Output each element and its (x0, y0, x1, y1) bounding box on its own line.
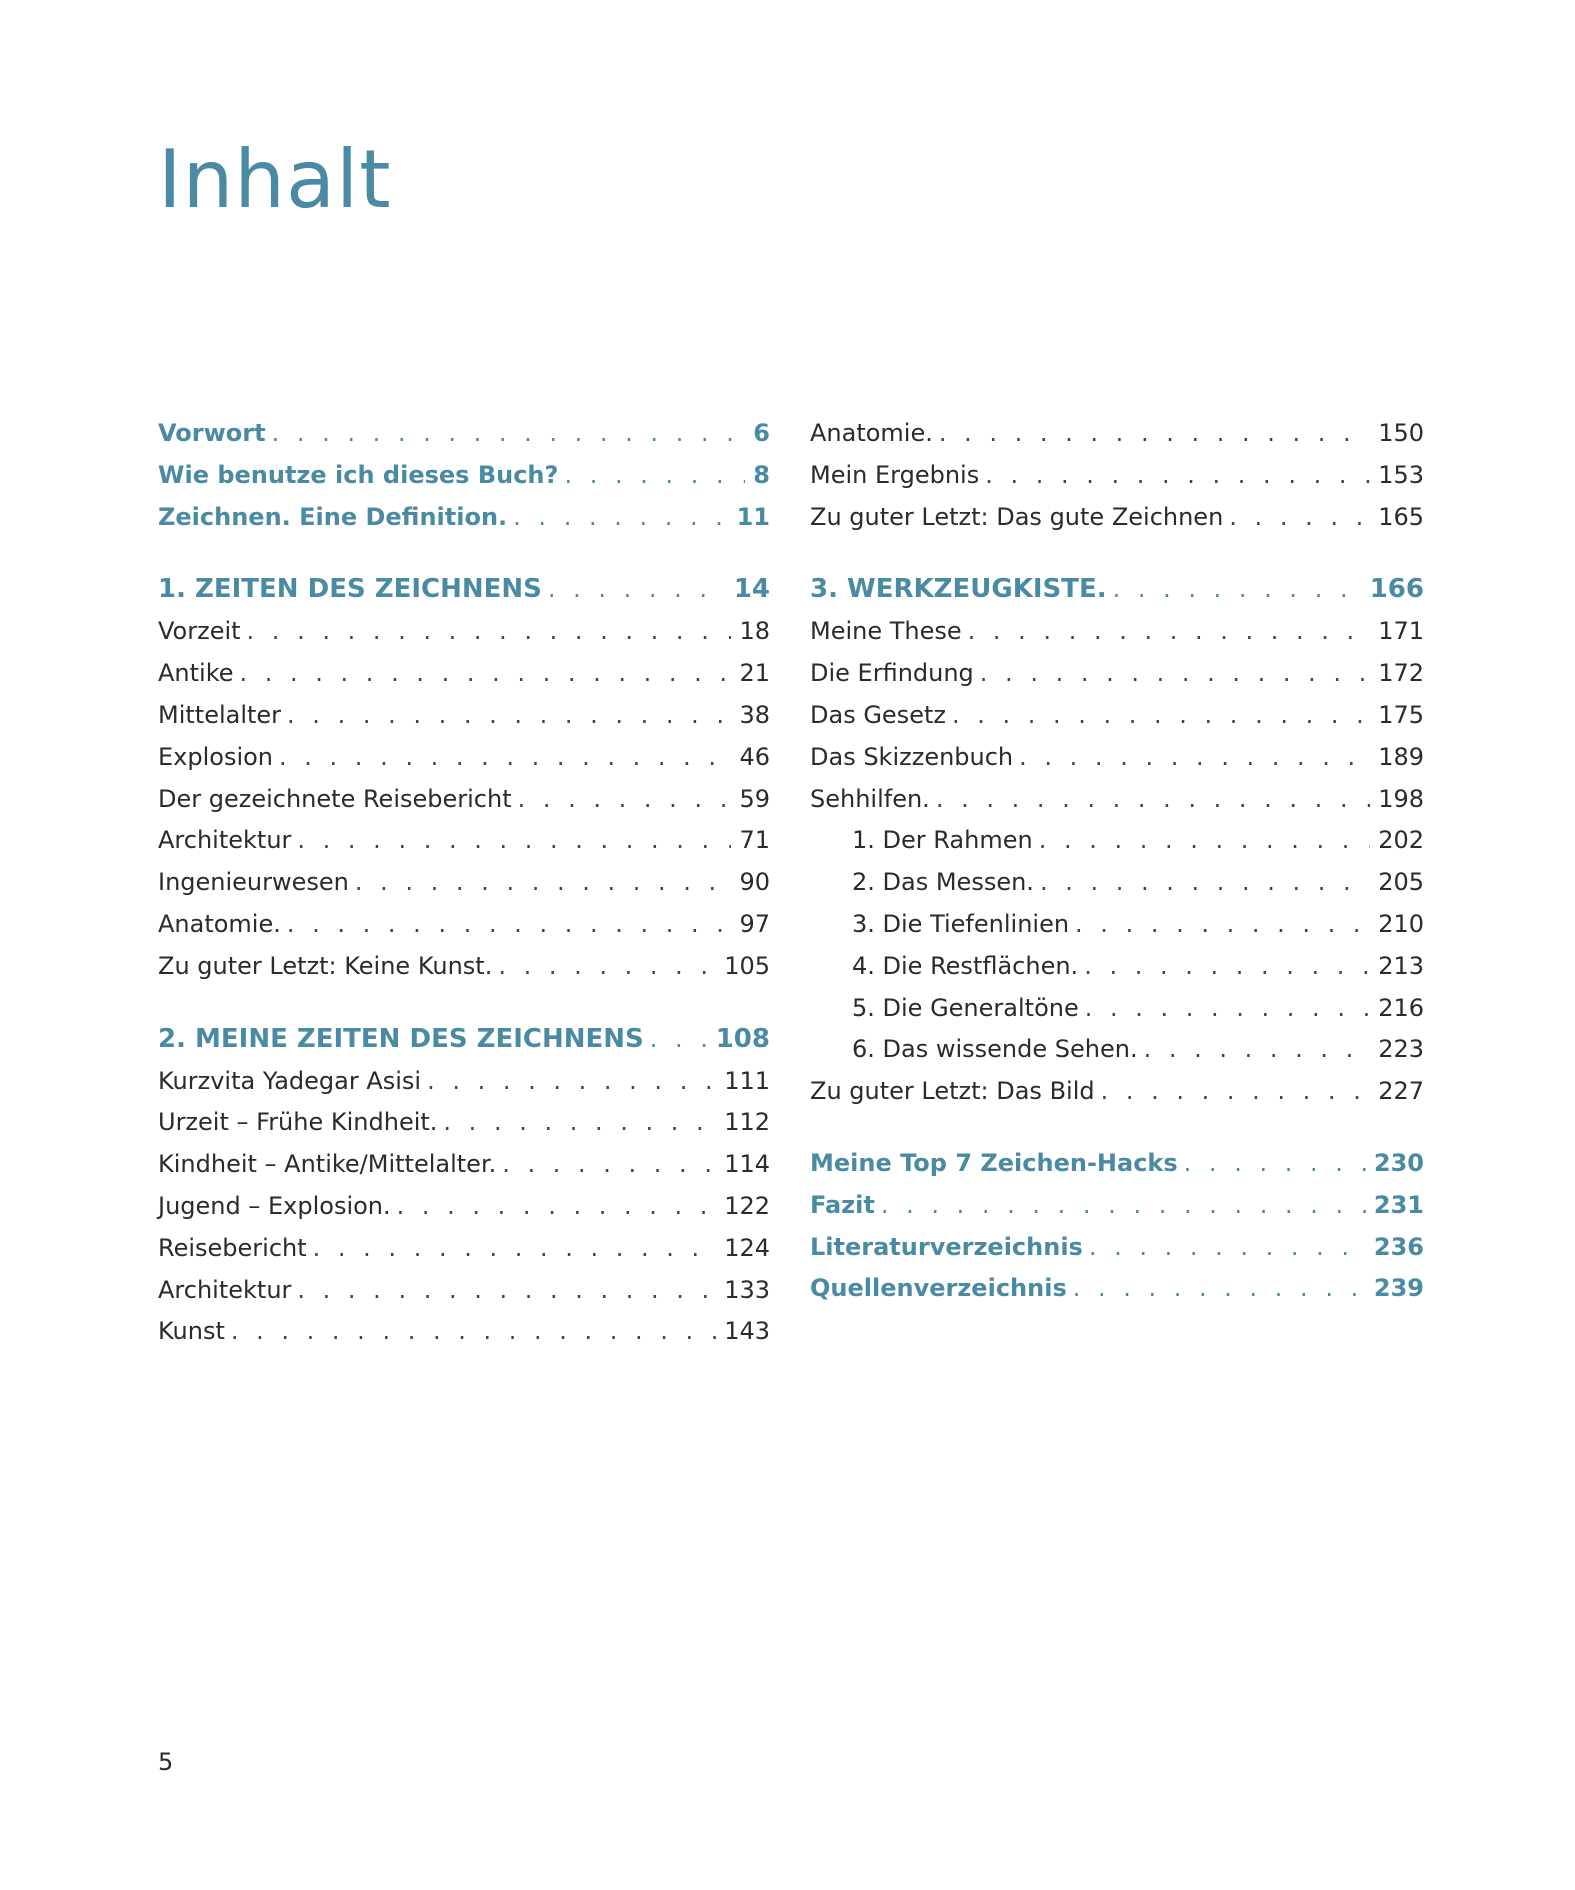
dot-leader (1039, 820, 1370, 862)
toc-entry-definition[interactable] (158, 497, 770, 539)
toc-entry-label: Architektur (158, 826, 292, 855)
toc-entry-page: 21 (739, 659, 770, 688)
toc-entry-page: 175 (1378, 700, 1424, 729)
dot-leader (1073, 1268, 1366, 1310)
toc-entry-page: 6 (753, 419, 770, 447)
dot-leader (1040, 862, 1370, 904)
dot-leader (427, 1061, 716, 1103)
dot-leader (1085, 988, 1370, 1030)
toc-entry[interactable] (158, 904, 770, 946)
toc-subentry-label: 4. Die Restflächen. (852, 951, 1079, 980)
toc-entry[interactable] (158, 820, 770, 862)
toc-group-continued (810, 413, 1424, 538)
toc-entry[interactable] (158, 779, 770, 821)
toc-entry[interactable] (158, 1144, 770, 1186)
toc-subentry-page: 202 (1378, 826, 1424, 855)
toc-entry-page: 165 (1378, 502, 1424, 531)
dot-leader (287, 904, 732, 946)
toc-group-chapter-2 (158, 1018, 770, 1354)
toc-entry-page: 90 (739, 868, 770, 897)
dot-leader (650, 1018, 708, 1061)
dot-leader (513, 497, 728, 539)
toc-entry-page: 143 (724, 1317, 770, 1346)
toc-subentry-page: 223 (1378, 1035, 1424, 1064)
toc-entry-page: 150 (1378, 419, 1424, 447)
toc-entry-label: Zu guter Letzt: Das Bild (810, 1077, 1095, 1106)
toc-subentry-label: 3. Die Tiefenlinien (852, 909, 1070, 938)
toc-subentry-page: 216 (1378, 993, 1424, 1022)
toc-subentry-label: 1. Der Rahmen (852, 826, 1033, 855)
toc-entry[interactable] (158, 1102, 770, 1144)
toc-subentry[interactable] (810, 862, 1424, 904)
toc-entry-label: Fazit (810, 1190, 875, 1219)
dot-leader (980, 653, 1370, 695)
dot-leader (287, 695, 731, 737)
toc-entry-page: 38 (739, 700, 770, 729)
toc-chapter-page: 166 (1369, 574, 1424, 605)
toc-entry-page: 231 (1373, 1190, 1424, 1219)
dot-leader (564, 455, 745, 497)
page-title: Inhalt (158, 133, 392, 226)
toc-entry-literaturverzeichnis[interactable] (810, 1227, 1424, 1269)
toc-right-column (810, 413, 1424, 1340)
toc-entry-page: 18 (739, 617, 770, 646)
toc-chapter-label: 1. ZEITEN DES ZEICHNENS (158, 574, 542, 605)
toc-entry-label: Das Gesetz (810, 700, 946, 729)
dot-leader (313, 1228, 717, 1270)
toc-entry-label: Anatomie. (810, 419, 933, 447)
dot-leader (279, 737, 731, 779)
toc-subentry-label: 5. Die Generaltöne (852, 993, 1079, 1022)
toc-entry-label: Architektur (158, 1275, 292, 1304)
toc-entry-label: Jugend – Explosion. (158, 1191, 391, 1220)
dot-leader (1113, 568, 1362, 611)
toc-chapter-label: 3. WERKZEUGKISTE. (810, 574, 1107, 605)
toc-entry[interactable] (158, 1270, 770, 1312)
toc-entry[interactable] (158, 946, 770, 988)
toc-entry-label: Die Erfindung (810, 659, 974, 688)
toc-subentry[interactable] (810, 1029, 1424, 1071)
toc-group-intro (158, 413, 770, 538)
toc-entry-label: Das Skizzenbuch (810, 742, 1014, 771)
toc-subentry[interactable] (810, 988, 1424, 1030)
dot-leader (968, 611, 1371, 653)
toc-group-chapter-3 (810, 568, 1424, 1113)
toc-entry-quellenverzeichnis[interactable] (810, 1268, 1424, 1310)
toc-entry-label: Meine Top 7 Zeichen-Hacks (810, 1148, 1178, 1177)
toc-entry[interactable] (810, 1071, 1424, 1113)
toc-entry-page: 8 (753, 460, 770, 489)
toc-entry-label: Quellenverzeichnis (810, 1274, 1067, 1303)
toc-entry-page: 189 (1378, 742, 1424, 771)
dot-leader (355, 862, 732, 904)
toc-entry-vorwort[interactable] (158, 413, 770, 455)
dot-leader (498, 946, 716, 988)
dot-leader (985, 455, 1370, 497)
dot-leader (1075, 904, 1370, 946)
toc-entry-label: Kurzvita Yadegar Asisi (158, 1066, 422, 1095)
toc-subentry[interactable] (810, 946, 1424, 988)
toc-entry-page: 11 (736, 502, 770, 531)
toc-chapter-label: 2. MEINE ZEITEN DES ZEICHNENS (158, 1023, 644, 1054)
toc-entry[interactable] (158, 737, 770, 779)
toc-entry-page: 172 (1378, 659, 1424, 688)
dot-leader (247, 611, 732, 653)
toc-subentry-page: 205 (1378, 868, 1424, 897)
toc-entry[interactable] (158, 611, 770, 653)
toc-entry-label: Reisebericht (158, 1233, 307, 1262)
toc-entry[interactable] (158, 695, 770, 737)
toc-entry[interactable] (810, 455, 1424, 497)
toc-entry-page: 122 (724, 1191, 770, 1220)
toc-entry-page: 46 (739, 742, 770, 771)
toc-entry-page: 171 (1378, 617, 1424, 646)
toc-entry-label: Vorwort (158, 419, 266, 447)
dot-leader (881, 1185, 1366, 1227)
toc-chapter-page: 14 (733, 574, 770, 605)
dot-leader (518, 779, 732, 821)
dot-leader (1229, 497, 1370, 539)
toc-entry[interactable] (158, 862, 770, 904)
toc-entry-label: Urzeit – Frühe Kindheit. (158, 1108, 438, 1137)
toc-entry-label: Wie benutze ich dieses Buch? (158, 460, 559, 489)
toc-entry-label: Der gezeichnete Reisebericht (158, 784, 512, 813)
toc-entry[interactable] (810, 737, 1424, 779)
toc-entry-page: 111 (724, 1066, 770, 1095)
toc-entry-label: Kunst (158, 1317, 225, 1346)
toc-entry[interactable] (810, 779, 1424, 821)
toc-entry[interactable] (158, 1186, 770, 1228)
toc-entry-page: 230 (1373, 1148, 1424, 1177)
dot-leader (443, 1102, 716, 1144)
toc-entry-page: 71 (739, 826, 770, 855)
toc-entry-label: Zu guter Letzt: Keine Kunst. (158, 951, 493, 980)
dot-leader (1089, 1227, 1366, 1269)
dot-leader (297, 1270, 716, 1312)
toc-entry-label: Anatomie. (158, 909, 281, 938)
toc-subentry-page: 213 (1378, 951, 1424, 980)
dot-leader (231, 1311, 716, 1353)
toc-entry-label: Mein Ergebnis (810, 460, 980, 489)
dot-leader (939, 413, 1370, 455)
dot-leader (502, 1144, 716, 1186)
page-number: 5 (158, 1748, 174, 1776)
toc-entry[interactable] (158, 653, 770, 695)
toc-entry-page: 114 (724, 1150, 770, 1179)
toc-entry-page: 112 (724, 1108, 770, 1137)
toc-subentry-page: 210 (1378, 909, 1424, 938)
toc-entry-page: 198 (1378, 784, 1424, 813)
dot-leader (1084, 946, 1370, 988)
dot-leader (1184, 1143, 1366, 1185)
toc-chapter-page: 108 (715, 1023, 770, 1054)
toc-entry-page: 105 (724, 951, 770, 980)
toc-entry[interactable] (158, 1311, 770, 1353)
dot-leader (1101, 1071, 1371, 1113)
toc-entry[interactable] (158, 1061, 770, 1103)
toc-entry-zeichen-hacks[interactable] (810, 1143, 1424, 1185)
toc-entry-page: 239 (1373, 1274, 1424, 1303)
toc-entry-label: Sehhilfen. (810, 784, 930, 813)
toc-entry-label: Zu guter Letzt: Das gute Zeichnen (810, 502, 1224, 531)
toc-entry-page: 124 (724, 1233, 770, 1262)
dot-leader (548, 568, 726, 611)
toc-entry-label: Ingenieurwesen (158, 868, 349, 897)
toc-entry-wie-benutze[interactable] (158, 455, 770, 497)
toc-entry-page: 133 (724, 1275, 770, 1304)
dot-leader (272, 413, 746, 455)
dot-leader (1144, 1029, 1371, 1071)
toc-subentry[interactable] (810, 904, 1424, 946)
toc-entry-label: Literaturverzeichnis (810, 1232, 1083, 1261)
toc-entry-label: Mittelalter (158, 700, 282, 729)
dot-leader (936, 779, 1370, 821)
toc-entry-label: Explosion (158, 742, 274, 771)
toc-entry[interactable] (810, 695, 1424, 737)
toc-entry-page: 59 (739, 784, 770, 813)
toc-entry[interactable] (158, 1228, 770, 1270)
dot-leader (1019, 737, 1370, 779)
toc-group-chapter-1 (158, 568, 770, 987)
toc-entry-page: 227 (1378, 1077, 1424, 1106)
toc-entry-page: 236 (1373, 1232, 1424, 1261)
toc-entry-label: Antike (158, 659, 234, 688)
toc-chapter-heading-3[interactable] (810, 568, 1424, 611)
toc-left-column (158, 413, 770, 1383)
toc-entry-fazit[interactable] (810, 1185, 1424, 1227)
toc-entry-label: Vorzeit (158, 617, 241, 646)
toc-entry-label: Zeichnen. Eine Definition. (158, 502, 508, 531)
toc-entry[interactable] (810, 653, 1424, 695)
toc-subentry-label: 2. Das Messen. (852, 868, 1034, 897)
dot-leader (952, 695, 1370, 737)
toc-entry[interactable] (810, 497, 1424, 539)
dot-leader (240, 653, 732, 695)
toc-group-end (810, 1143, 1424, 1310)
dot-leader (297, 820, 731, 862)
toc-entry-page: 97 (739, 909, 770, 938)
dot-leader (397, 1186, 717, 1228)
toc-entry[interactable] (810, 611, 1424, 653)
toc-entry-label: Kindheit – Antike/Mittelalter. (158, 1150, 497, 1179)
toc-subentry-label: 6. Das wissende Sehen. (852, 1035, 1138, 1064)
toc-chapter-heading-1[interactable] (158, 568, 770, 611)
toc-entry-page: 153 (1378, 460, 1424, 489)
toc-subentry[interactable] (810, 820, 1424, 862)
toc-entry-label: Meine These (810, 617, 962, 646)
toc-chapter-heading-2[interactable] (158, 1018, 770, 1061)
toc-entry[interactable] (810, 413, 1424, 455)
